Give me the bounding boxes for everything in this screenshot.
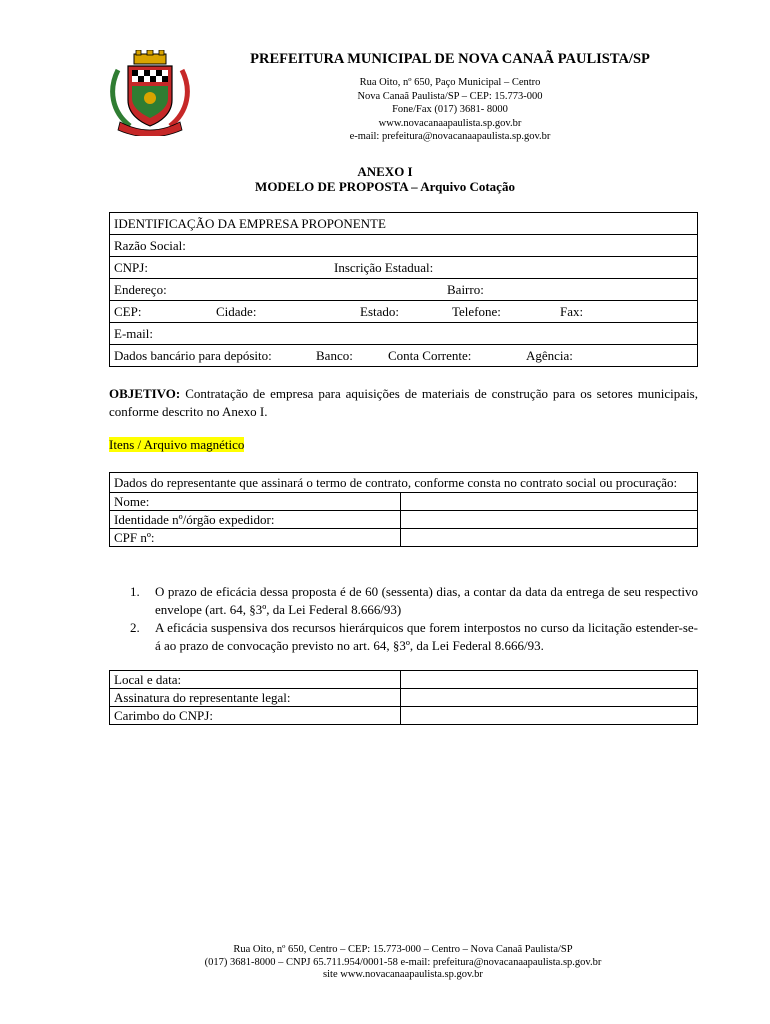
header-email-link[interactable]: e-mail: prefeitura@novacanaapaulista.sp.gov.br xyxy=(349,131,551,143)
assinatura-label: Assinatura do representante legal: xyxy=(110,689,401,707)
header-address-line: Rua Oito, nº 650, Paço Municipal – Centro xyxy=(359,77,541,88)
company-identification-table xyxy=(109,212,698,367)
cnpj-row[interactable] xyxy=(110,257,698,279)
objective-paragraph xyxy=(109,385,698,421)
header-address-line: Nova Canaã Paulista/SP – CEP: 15.773-000 xyxy=(357,90,543,102)
banco-label: Banco: xyxy=(316,347,353,363)
footer-contact: (017) 3681-8000 – CNPJ 65.711.954/0001-58 e-mail: prefeitura@novacanaapaulista.sp.gov.br xyxy=(204,956,602,968)
nome-field[interactable] xyxy=(401,493,698,511)
header-website-link[interactable]: www.novacanaapaulista.sp.gov.br xyxy=(378,117,522,129)
clause-text: O prazo de eficácia dessa proposta é de 60 (sessenta) dias, a contar da data da entrega de seu respectivo envelope (art. 64, §3º, da Lei Federal 8.666/93) xyxy=(155,584,698,617)
annex-subtitle: MODELO DE PROPOSTA – Arquivo Cotação xyxy=(255,179,515,194)
identidade-label: Identidade nº/órgão expedidor: xyxy=(110,511,401,529)
cnpj-label: CNPJ: xyxy=(114,259,148,275)
header-address xyxy=(200,76,700,144)
list-item xyxy=(130,583,698,619)
clauses-list xyxy=(130,583,698,655)
local-data-label: Local e data: xyxy=(110,671,401,689)
cpf-field[interactable] xyxy=(401,529,698,547)
inscricao-estadual-label: Inscrição Estadual: xyxy=(334,259,434,275)
assinatura-field[interactable] xyxy=(401,689,698,707)
page-title: PREFEITURA MUNICIPAL DE NOVA CANAÃ PAULISTA/SP xyxy=(250,51,650,67)
representative-table xyxy=(109,472,698,547)
agencia-label: Agência: xyxy=(526,347,573,363)
telefone-label: Telefone: xyxy=(452,303,501,319)
footer-address: Rua Oito, nº 650, Centro – CEP: 15.773-000 – Centro – Nova Canaã Paulista/SP xyxy=(233,944,573,955)
objective-label: OBJETIVO: xyxy=(109,386,181,401)
identidade-field[interactable] xyxy=(401,511,698,529)
page-footer xyxy=(0,944,770,982)
itens-label xyxy=(109,437,244,453)
cep-label: CEP: xyxy=(114,303,142,319)
carimbo-field[interactable] xyxy=(401,707,698,725)
company-table-title: IDENTIFICAÇÃO DA EMPRESA PROPONENTE xyxy=(110,213,698,235)
bairro-label: Bairro: xyxy=(447,281,484,297)
municipal-crest-icon xyxy=(108,50,192,136)
cidade-label: Cidade: xyxy=(216,303,257,319)
bank-data-row[interactable] xyxy=(110,345,698,367)
annex-title: ANEXO I xyxy=(357,164,413,179)
cep-row[interactable] xyxy=(110,301,698,323)
footer-site-link[interactable]: site www.novacanaapaulista.sp.gov.br xyxy=(323,969,483,980)
razao-social-field[interactable]: Razão Social: xyxy=(110,235,698,257)
dados-bancarios-label: Dados bancário para depósito: xyxy=(114,347,272,363)
carimbo-label: Carimbo do CNPJ: xyxy=(110,707,401,725)
itens-highlight: Itens / Arquivo magnético xyxy=(109,437,245,452)
clause-number: 2. xyxy=(130,620,140,635)
endereco-row[interactable] xyxy=(110,279,698,301)
email-field[interactable]: E-mail: xyxy=(110,323,698,345)
cpf-label: CPF nº: xyxy=(110,529,401,547)
local-data-field[interactable] xyxy=(401,671,698,689)
representative-header: Dados do representante que assinará o termo de contrato, conforme consta no contrato social ou procuração: xyxy=(110,473,698,493)
list-item xyxy=(130,619,698,655)
header-phone: Fone/Fax (017) 3681- 8000 xyxy=(392,104,508,116)
endereco-label: Endereço: xyxy=(114,281,167,297)
conta-corrente-label: Conta Corrente: xyxy=(388,347,472,363)
nome-label: Nome: xyxy=(110,493,401,511)
objective-text: Contratação de empresa para aquisições de materiais de construção para os setores municipais, conforme descrito no Anexo I. xyxy=(109,386,698,419)
clause-number: 1. xyxy=(130,584,140,599)
signature-table xyxy=(109,670,698,725)
estado-label: Estado: xyxy=(360,303,399,319)
fax-label: Fax: xyxy=(560,303,584,319)
clause-text: A eficácia suspensiva dos recursos hierárquicos que forem interpostos no curso da licitação estender-se-á ao prazo de convocação previsto no art. 64, §3º, da Lei Federal 8.666/93. xyxy=(155,620,698,653)
